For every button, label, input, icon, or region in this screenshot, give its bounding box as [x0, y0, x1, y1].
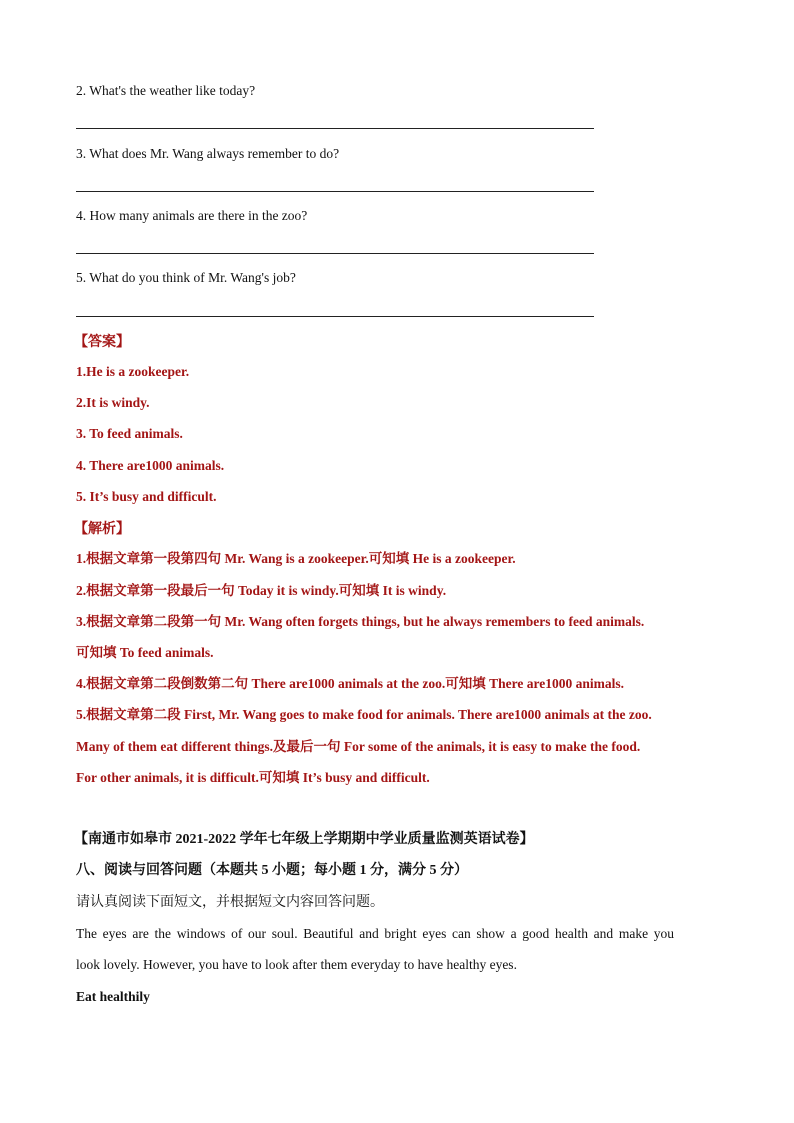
question-3: 3. What does Mr. Wang always remember to do? [76, 146, 340, 161]
question-5: 5. What do you think of Mr. Wang's job? [76, 270, 296, 285]
answer-line-5[interactable] [76, 316, 594, 317]
passage-line-2: look lovely. However, you have to look after them everyday to have healthy eyes. [76, 957, 517, 972]
analysis-line-3: 3.根据文章第二段第一句 Mr. Wang often forgets things, but he always remembers to feed animals. [76, 614, 645, 629]
answer-heading: 【答案】 [74, 335, 130, 350]
answer-3: 3. To feed animals. [76, 426, 183, 441]
answer-2: 2.It is windy. [76, 395, 150, 410]
answer-4: 4. There are1000 animals. [76, 458, 225, 473]
section-source: 【南通市如皋市 2021-2022 学年七年级上学期期中学业质量监测英语试卷】 [74, 832, 534, 847]
answer-line-3[interactable] [76, 191, 594, 192]
passage-subheading: Eat healthily [76, 989, 150, 1004]
answer-line-4[interactable] [76, 253, 594, 254]
question-4: 4. How many animals are there in the zoo? [76, 208, 308, 223]
section-title: 八、阅读与回答问题（本题共 5 小题；每小题 1 分，满分 5 分） [76, 863, 468, 878]
analysis-line-7: Many of them eat different things.及最后一句 For some of the animals, it is easy to make the food. [76, 739, 641, 754]
analysis-line-8: For other animals, it is difficult.可知填 It’s busy and difficult. [76, 770, 430, 785]
analysis-line-2: 2.根据文章第一段最后一句 Today it is windy.可知填 It is windy. [76, 583, 447, 598]
analysis-line-6: 5.根据文章第二段 First, Mr. Wang goes to make food for animals. There are1000 animals at the zoo. [76, 707, 652, 722]
passage-line-1: The eyes are the windows of our soul. Beautiful and bright eyes can show a good health and make you [76, 926, 674, 941]
question-2: 2. What's the weather like today? [76, 83, 256, 98]
answer-5: 5. It’s busy and difficult. [76, 489, 217, 504]
analysis-line-4: 可知填 To feed animals. [76, 645, 214, 660]
instruction: 请认真阅读下面短文，并根据短文内容回答问题。 [76, 895, 384, 910]
analysis-line-1: 1.根据文章第一段第四句 Mr. Wang is a zookeeper.可知填 He is a zookeeper. [76, 551, 516, 566]
analysis-heading: 【解析】 [74, 522, 130, 537]
answer-line-2[interactable] [76, 128, 594, 129]
answer-1: 1.He is a zookeeper. [76, 364, 190, 379]
analysis-line-5: 4.根据文章第二段倒数第二句 There are1000 animals at the zoo.可知填 There are1000 animals. [76, 676, 624, 691]
